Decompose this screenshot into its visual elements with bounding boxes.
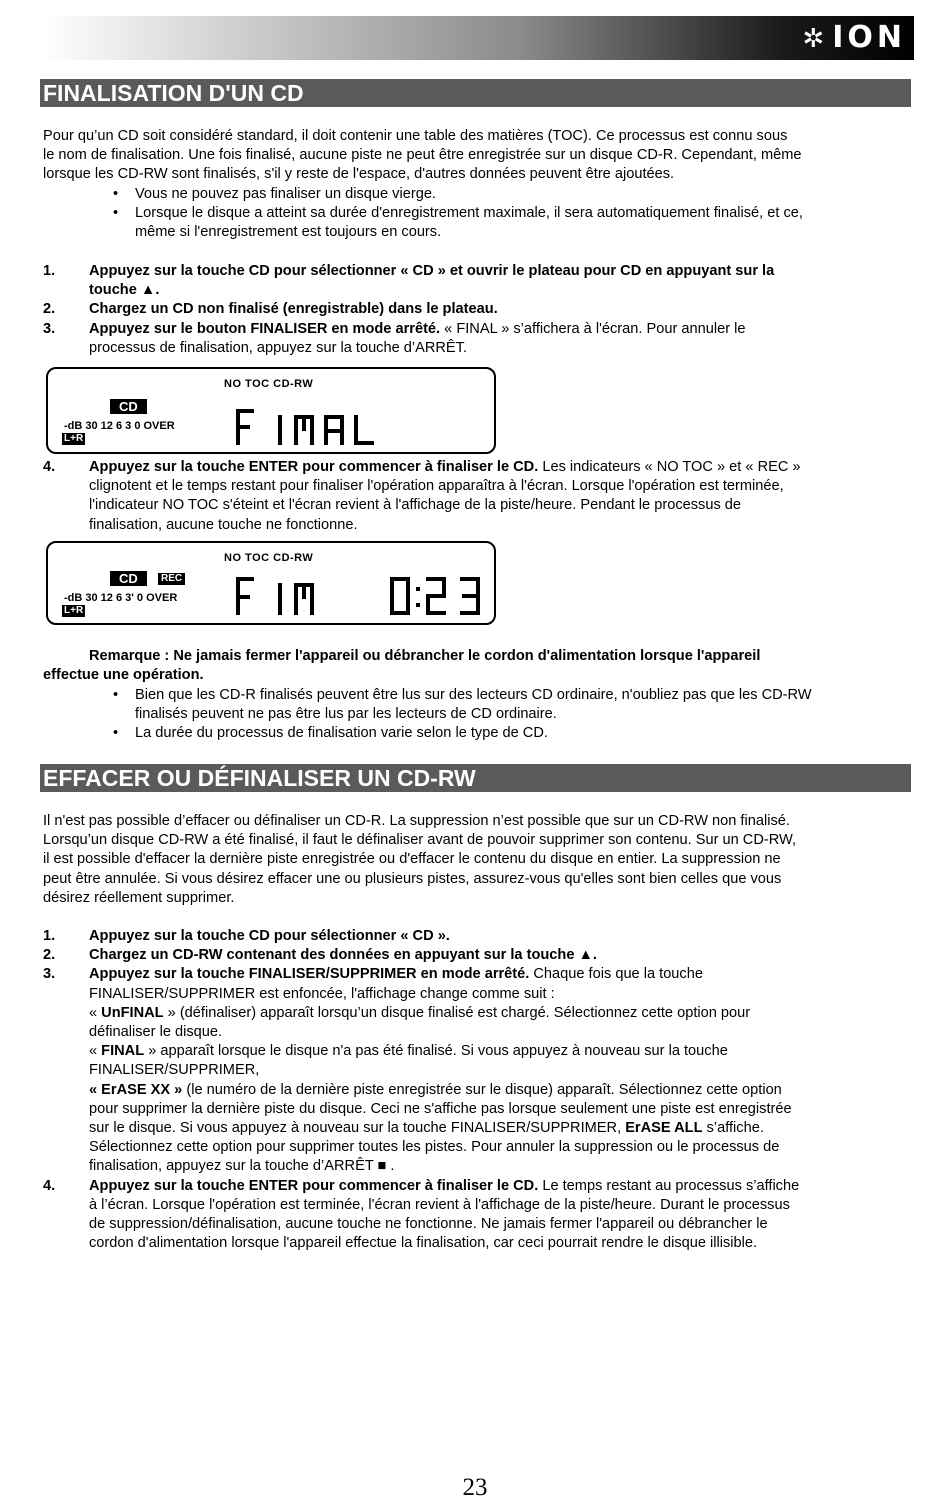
lcd-display-final	[46, 367, 496, 454]
step-text: FINALISER/SUPPRIMER,	[89, 1062, 260, 1079]
step-number: 2.	[43, 947, 56, 964]
intro-line: le nom de finalisation. Une fois finalisé, aucune piste ne peut être enregistrée sur un disque CD-R. Cependant, même	[43, 147, 802, 164]
intro-line: Il n'est pas possible d’effacer ou définaliser un CD-R. La suppression n’est possible que sur un CD-RW non finalisé.	[43, 813, 790, 829]
steps-list-continued	[43, 458, 913, 535]
page-number: 23	[462, 1474, 488, 1501]
step-text: finalisation, aucune touche ne fonctionne.	[89, 516, 358, 533]
note-text: effectue une opération.	[43, 667, 204, 684]
step-4	[43, 458, 913, 535]
segment-time	[388, 575, 492, 617]
lcd-display-fin	[46, 541, 496, 625]
step-text: processus de finalisation, appuyez sur la touche d’ARRÊT.	[89, 339, 468, 356]
note-text: Remarque : Ne jamais fermer l'appareil ou débrancher le cordon d'alimentation lorsque l'appareil	[89, 648, 761, 664]
step-4	[43, 1177, 913, 1254]
step-number: 4.	[43, 1177, 56, 1194]
step-text: Le temps restant au processus s’affiche	[538, 1177, 800, 1194]
step-text-bold: FINAL	[101, 1043, 145, 1060]
intro-paragraph	[43, 127, 913, 185]
no-toc-indicator: NO TOC CD-RW	[224, 552, 314, 564]
list-item	[43, 686, 913, 724]
step-text: (le numéro de la dernière piste enregistrée sur le disque) apparaît. Sélectionnez cette option	[182, 1081, 782, 1098]
list-item: • Vous ne pouvez pas finaliser un disque vierge.	[43, 185, 913, 204]
step-text-bold: « ErASE XX »	[89, 1081, 183, 1098]
step-text: s’affiche.	[702, 1120, 764, 1137]
step-1	[43, 262, 913, 300]
lr-indicator: L+R	[64, 605, 84, 616]
intro-line: désirez réellement supprimer.	[43, 889, 235, 906]
ion-logo	[802, 20, 906, 56]
step-2	[43, 300, 913, 319]
lr-indicator: L+R	[64, 433, 84, 444]
intro-line: lorsque les CD-RW sont finalisés, s'il y reste de l'espace, d'autres données peuvent être ajoutées.	[43, 166, 675, 183]
intro-line: peut être annulée. Si vous désirez effacer une ou plusieurs pistes, assurez-vous qu'elles sont bien celles que vous	[43, 870, 782, 887]
step-number: 2.	[43, 301, 56, 318]
bullet-text: finalisés peuvent ne pas être lus par les lecteurs de CD ordinaire.	[135, 706, 557, 723]
step-text: FINALISER/SUPPRIMER est enfoncée, l'affichage change comme suit :	[89, 985, 555, 1002]
steps-list	[43, 262, 913, 358]
step-text: clignotent et le temps restant pour finaliser l'opération apparaîtra à l'écran. Lorsque l'opération est terminée,	[89, 478, 784, 495]
intro-line: il est possible d'effacer la dernière piste enregistrée ou d'effacer le contenu du disque en entier. La suppression ne	[43, 851, 781, 868]
note-paragraph	[43, 647, 913, 685]
step-text: de suppression/définalisation, aucune touche ne fonctionne. Ne jamais fermer l'appareil ou débrancher le	[89, 1216, 768, 1233]
step-text-bold: UnFINAL	[101, 1004, 164, 1021]
step-number: 3.	[43, 966, 56, 983]
step-text: l'indicateur NO TOC s'éteint et l'écran revient à l'affichage de la piste/heure. Pendant le processus de	[89, 497, 742, 514]
step-text-bold: Appuyez sur la touche FINALISER/SUPPRIMER en mode arrêté.	[89, 966, 530, 983]
bullet-text: même si l'enregistrement est toujours en cours.	[135, 224, 442, 241]
step-text: Les indicateurs « NO TOC » et « REC »	[538, 459, 801, 475]
step-text: » apparaît lorsque le disque n'a pas été finalisé. Si vous appuyez à nouveau sur la touche	[144, 1043, 728, 1060]
intro-line: Lorsqu’un disque CD-RW a été finalisé, il faut le définaliser avant de pouvoir supprimer son contenu. Sur un CD-RW,	[43, 832, 797, 849]
list-item: • La durée du processus de finalisation varie selon le type de CD.	[43, 724, 913, 743]
step-number: 1.	[43, 263, 56, 279]
steps-list-2	[43, 927, 913, 1253]
step-text: « FINAL » s’affichera à l'écran. Pour annuler le	[440, 320, 746, 337]
step-1	[43, 927, 913, 946]
step-text: définaliser le disque.	[89, 1024, 223, 1041]
segment-text-final	[234, 407, 384, 447]
step-number: 4.	[43, 459, 56, 475]
step-3	[43, 965, 913, 1176]
step-text-bold: Appuyez sur la touche ENTER pour commencer à finaliser le CD.	[89, 459, 539, 475]
rec-indicator: REC	[158, 573, 185, 585]
section-title-effacer: EFFACER OU DÉFINALISER UN CD-RW	[40, 764, 911, 792]
step-3	[43, 320, 913, 358]
bullet-text: Lorsque le disque a atteint sa durée d'enregistrement maximale, il sera automatiquement finalisé, et ce,	[135, 205, 803, 222]
step-text: Chargez un CD-RW contenant des données en appuyant sur la touche ▲.	[89, 947, 597, 964]
cd-indicator: CD	[110, 399, 147, 414]
level-scale: -dB 30 12 6 3' 0 OVER	[64, 592, 178, 604]
step-text: » (définaliser) apparaît lorsqu’un disque finalisé est chargé. Sélectionnez cette option pour	[163, 1004, 751, 1021]
step-number: 1.	[43, 928, 56, 944]
step-text: Appuyez sur la touche CD pour sélectionner « CD ».	[89, 928, 450, 944]
logo-text: ION	[832, 20, 906, 55]
step-text: cordon d'alimentation lorsque l'appareil effectue la finalisation, car ceci pourrait rendre le disque illisible.	[89, 1235, 758, 1252]
bullet-list	[43, 185, 913, 243]
cd-indicator: CD	[110, 571, 147, 586]
bullet-list-2	[43, 686, 913, 744]
step-text: sur le disque. Si vous appuyez à nouveau sur la touche FINALISER/SUPPRIMER,	[89, 1120, 626, 1137]
step-text-bold: Appuyez sur la touche ENTER pour commencer à finaliser le CD.	[89, 1177, 539, 1194]
step-text-bold: ErASE ALL	[625, 1120, 703, 1137]
step-text: Chaque fois que la touche	[529, 966, 703, 983]
header-bar	[42, 16, 914, 60]
step-text: à l’écran. Lorsque l'opération est terminée, l'écran revient à l'affichage de la piste/heure. Durant le processus	[89, 1196, 790, 1213]
step-text: finalisation, appuyez sur la touche d’ARRÊT ■ .	[89, 1158, 395, 1175]
step-text: touche ▲.	[89, 282, 160, 299]
step-2	[43, 946, 913, 965]
step-text: Sélectionnez cette option pour supprimer toutes les pistes. Pour annuler la suppression ou le processus de	[89, 1139, 780, 1156]
bullet-text: Bien que les CD-R finalisés peuvent être lus sur des lecteurs CD ordinaire, n'oubliez pas que les CD-RW	[135, 687, 812, 703]
step-text: Chargez un CD non finalisé (enregistrable) dans le plateau.	[89, 301, 498, 318]
step-text: Appuyez sur la touche CD pour sélectionner « CD » et ouvrir le plateau pour CD en appuyant sur la	[89, 263, 775, 279]
section-title-finalisation: FINALISATION D'UN CD	[40, 79, 911, 107]
spark-icon: ✲	[802, 24, 829, 54]
list-item	[43, 204, 913, 242]
step-text: «	[89, 1004, 102, 1021]
intro-paragraph-2	[43, 812, 913, 908]
intro-line: Pour qu’un CD soit considéré standard, il doit contenir une table des matières (TOC). Ce processus est connu sous	[43, 128, 788, 144]
step-text: «	[89, 1043, 102, 1060]
step-text-bold: Appuyez sur le bouton FINALISER en mode arrêté.	[89, 320, 441, 337]
segment-text-fin	[234, 575, 344, 617]
step-number: 3.	[43, 320, 56, 337]
step-text: pour supprimer la dernière piste du disque. Ceci ne s'affiche pas lorsque seulement une piste est enregistrée	[89, 1100, 792, 1117]
level-scale: -dB 30 12 6 3 0 OVER	[64, 420, 175, 432]
no-toc-indicator: NO TOC CD-RW	[224, 378, 314, 390]
